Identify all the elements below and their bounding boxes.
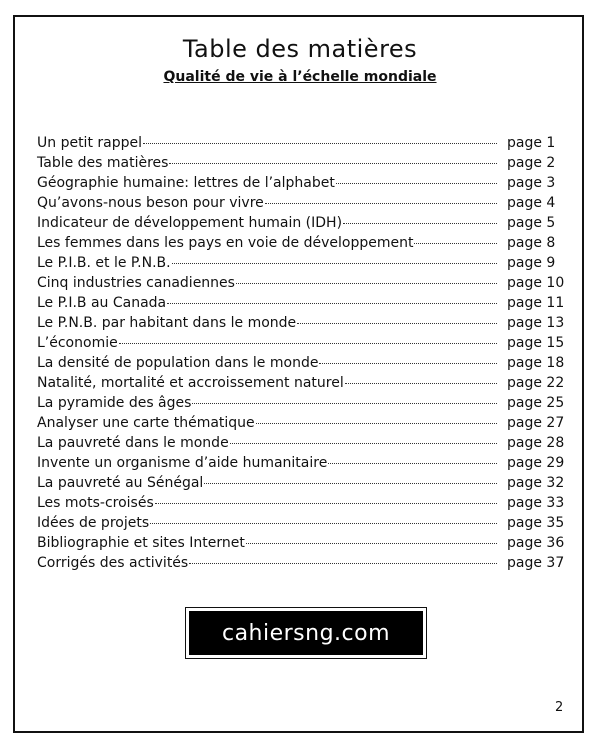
toc-dot-leader: [297, 323, 497, 324]
toc-entry-page: page 28: [507, 435, 565, 451]
page-number: 2: [555, 700, 564, 715]
toc-dot-leader: [204, 483, 497, 484]
toc-entry: [37, 475, 569, 495]
toc-entry-page: page 37: [507, 555, 565, 571]
toc-entry: [37, 375, 569, 395]
toc-entry-page: page 22: [507, 375, 565, 391]
toc-entry-title: Indicateur de développement humain (IDH): [37, 215, 343, 231]
toc-dot-leader: [236, 283, 497, 284]
toc-entry-title: Bibliographie et sites Internet: [37, 535, 245, 551]
toc-dot-leader: [230, 443, 497, 444]
toc-entry-page: page 35: [507, 515, 565, 531]
toc-dot-leader: [256, 423, 497, 424]
toc-entry-page: page 29: [507, 455, 565, 471]
toc-entry: [37, 215, 569, 235]
toc-entry: [37, 195, 569, 215]
toc-entry-page: page 8: [507, 235, 556, 251]
toc-entry: [37, 235, 569, 255]
toc-entry-title: Les mots-croisés: [37, 495, 154, 511]
toc-entry: [37, 295, 569, 315]
toc-dot-leader: [319, 363, 497, 364]
toc-entry-title: Qu’avons-nous beson pour vivre: [37, 195, 264, 211]
toc-dot-leader: [155, 503, 497, 504]
toc-entry: [37, 435, 569, 455]
logo-box: [185, 607, 427, 659]
site-logo: [189, 611, 423, 655]
toc-dot-leader: [150, 523, 497, 524]
toc-dot-leader: [414, 243, 497, 244]
toc-dot-leader: [167, 303, 497, 304]
toc-entry-title: Cinq industries canadiennes: [37, 275, 235, 291]
toc-entry-title: La pyramide des âges: [37, 395, 192, 411]
toc-entry: [37, 355, 569, 375]
toc-entry-title: Le P.N.B. par habitant dans le monde: [37, 315, 297, 331]
toc-entry: [37, 275, 569, 295]
toc-entry-title: Un petit rappel: [37, 135, 142, 151]
table-of-contents: [37, 135, 569, 575]
toc-entry-page: page 33: [507, 495, 565, 511]
toc-entry-page: page 18: [507, 355, 565, 371]
toc-entry-title: Invente un organisme d’aide humanitaire: [37, 455, 328, 471]
toc-dot-leader: [343, 223, 497, 224]
toc-dot-leader: [172, 263, 497, 264]
toc-entry: [37, 335, 569, 355]
toc-entry-page: page 36: [507, 535, 565, 551]
toc-entry-page: page 2: [507, 155, 556, 171]
toc-entry-title: Le P.I.B. et le P.N.B.: [37, 255, 171, 271]
toc-dot-leader: [169, 163, 497, 164]
toc-dot-leader: [345, 383, 497, 384]
toc-entry-title: Le P.I.B au Canada: [37, 295, 167, 311]
toc-entry-page: page 1: [507, 135, 556, 151]
toc-entry-title: Les femmes dans les pays en voie de développement: [37, 235, 414, 251]
toc-entry: [37, 415, 569, 435]
toc-entry-page: page 10: [507, 275, 565, 291]
toc-dot-leader: [336, 183, 497, 184]
toc-entry-page: page 32: [507, 475, 565, 491]
toc-entry-page: page 11: [507, 295, 565, 311]
toc-entry-title: La pauvreté dans le monde: [37, 435, 229, 451]
toc-entry-page: page 13: [507, 315, 565, 331]
toc-entry-title: Analyser une carte thématique: [37, 415, 255, 431]
toc-entry: [37, 175, 569, 195]
page-subtitle: Qualité de vie à l’échelle mondiale: [163, 69, 437, 85]
toc-entry: [37, 455, 569, 475]
toc-entry-title: Géographie humaine: lettres de l’alphabet: [37, 175, 335, 191]
toc-entry: [37, 155, 569, 175]
toc-entry-page: page 9: [507, 255, 556, 271]
toc-entry-page: page 15: [507, 335, 565, 351]
toc-dot-leader: [189, 563, 497, 564]
toc-entry-title: L’économie: [37, 335, 118, 351]
toc-entry-title: Corrigés des activités: [37, 555, 189, 571]
toc-entry-title: La densité de population dans le monde: [37, 355, 319, 371]
toc-entry: [37, 535, 569, 555]
toc-dot-leader: [328, 463, 497, 464]
toc-entry-page: page 3: [507, 175, 556, 191]
toc-entry-title: La pauvreté au Sénégal: [37, 475, 204, 491]
toc-entry: [37, 255, 569, 275]
toc-entry-title: Idées de projets: [37, 515, 150, 531]
toc-entry: [37, 495, 569, 515]
toc-entry: [37, 555, 569, 575]
toc-entry-page: page 5: [507, 215, 556, 231]
toc-dot-leader: [265, 203, 497, 204]
toc-entry: [37, 515, 569, 535]
toc-entry: [37, 135, 569, 155]
toc-entry-page: page 4: [507, 195, 556, 211]
toc-entry-page: page 27: [507, 415, 565, 431]
toc-entry-title: Natalité, mortalité et accroissement naturel: [37, 375, 344, 391]
toc-dot-leader: [119, 343, 497, 344]
toc-dot-leader: [246, 543, 497, 544]
toc-entry-title: Table des matières: [37, 155, 169, 171]
toc-entry: [37, 395, 569, 415]
page-title: Table des matières: [182, 35, 418, 63]
logo-text: cahiersng.com: [221, 620, 391, 646]
toc-entry: [37, 315, 569, 335]
toc-entry-page: page 25: [507, 395, 565, 411]
toc-dot-leader: [192, 403, 497, 404]
toc-dot-leader: [143, 143, 497, 144]
